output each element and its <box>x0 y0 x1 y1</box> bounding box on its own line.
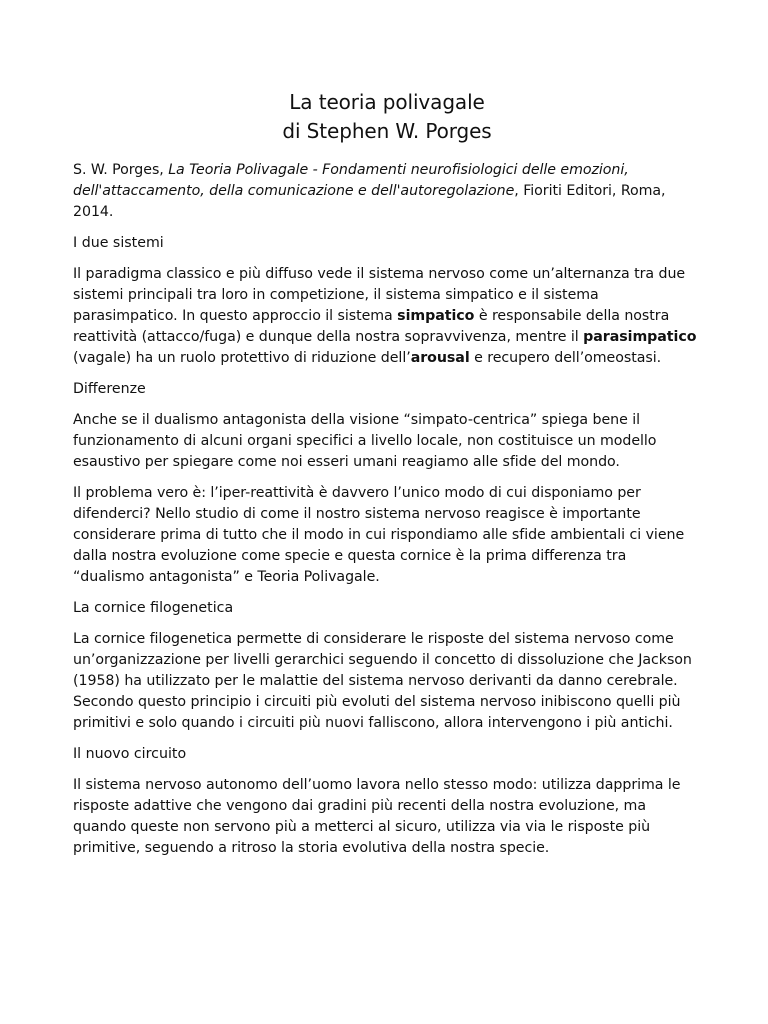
paragraph-due-sistemi <box>73 264 701 369</box>
section-heading-cornice-filogenetica: La cornice filogenetica <box>73 600 234 616</box>
paragraph-nuovo-circuito: Il sistema nervoso autonomo dell’uomo lavora nello stesso modo: utilizza dapprima le risposte adattive che vengono dai gradini più recenti della nostra evoluzione, ma quando queste non servono più a metterci al sicuro, utilizza via via le risposte più primitive, seguendo a ritroso la storia evolutiva della nostra specie. <box>73 777 681 856</box>
text-run: e recupero dell’omeostasi. <box>469 350 662 366</box>
citation <box>73 160 701 223</box>
text-run: è responsabile della nostra reattività (attacco/fuga) e dunque della nostra sopravvivenza, mentre il <box>73 308 670 345</box>
text-run: Il paradigma classico e più diffuso vede il sistema nervoso come un’alternanza tra due sistemi principali tra loro in competizione, il sistema simpatico e il sistema parasimpatico. In questo approccio il sistema <box>73 266 686 324</box>
title-line-2: di Stephen W. Porges <box>282 119 492 143</box>
bold-term-simpatico: simpatico <box>397 308 475 324</box>
section-heading-differenze: Differenze <box>73 381 146 397</box>
paragraph-cornice-filogenetica: La cornice filogenetica permette di considerare le risposte del sistema nervoso come un’organizzazione per livelli gerarchici seguendo il concetto di dissoluzione che Jackson (1958) ha utilizzato per le malattie del sistema nervoso derivanti da danno cerebrale. Secondo questo principio i circuiti più evoluti del sistema nervoso inibiscono quelli più primitivi e solo quando i circuiti più nuovi falliscono, allora intervengono i più antichi. <box>73 631 692 731</box>
section-heading-due-sistemi: I due sistemi <box>73 235 164 251</box>
bold-term-parasimpatico: parasimpatico <box>583 329 697 345</box>
citation-author: S. W. Porges, <box>73 162 169 178</box>
section-heading-nuovo-circuito: Il nuovo circuito <box>73 746 187 762</box>
citation-work: La Teoria Polivagale - Fondamenti neurofisiologici delle emozioni, dell'attaccamento, della comunicazione e dell'autoregolazione <box>73 162 629 199</box>
title-line-1: La teoria polivagale <box>289 90 485 114</box>
paragraph-differenze-2: Il problema vero è: l’iper-reattività è davvero l’unico modo di cui disponiamo per difenderci? Nello studio di come il nostro sistema nervoso reagisce è importante considerare prima di tutto che il modo in cui rispondiamo alle sfide ambientali ci viene dalla nostra evoluzione come specie e questa cornice è la prima differenza tra “dualismo antagonista” e Teoria Polivagale. <box>73 485 685 585</box>
document-page <box>73 88 701 869</box>
paragraph-differenze-1: Anche se il dualismo antagonista della visione “simpato-centrica” spiega bene il funzionamento di alcuni organi specifici a livello locale, non costituisce un modello esaustivo per spiegare come noi esseri umani reagiamo alle sfide del mondo. <box>73 412 657 470</box>
text-run: (vagale) ha un ruolo protettivo di riduzione dell’ <box>73 350 411 366</box>
citation-publisher: , Fioriti Editori, Roma, 2014. <box>73 183 666 220</box>
bold-term-arousal: arousal <box>410 350 470 366</box>
document-title <box>73 88 701 146</box>
